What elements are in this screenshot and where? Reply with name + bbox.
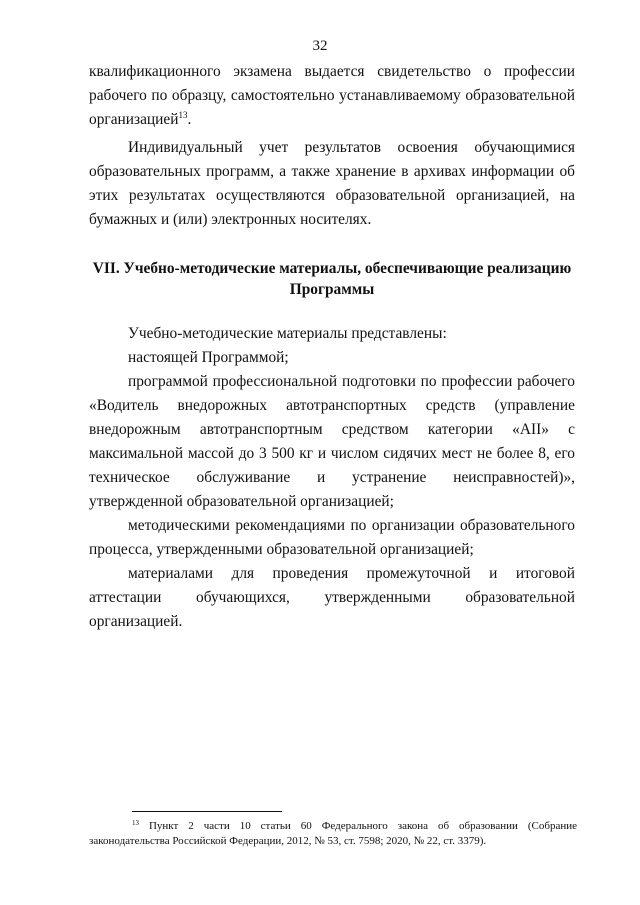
list-item-training-program: программой профессиональной подготовки по профессии рабочего «Водитель внедорожных автотранспортных средств (управление внедорожным автотранспортным средством категории «AII» с максимальной массой до 3 500 кг и числом сидячих мест не более 8, его техническое обслуживание и устранение неисправностей)», утвержденной образовательной организацией; [89,373,575,510]
footnote-reference: 13 [178,110,188,120]
list-item-methodical-recommendations: методическими рекомендациями по организации образовательного процесса, утвержденными образовательной организацией; [89,517,575,558]
footnote-separator [132,811,282,812]
footnote-marker: 13 [132,819,139,827]
paragraph-exam-certificate [89,60,575,132]
paragraph-results-record: Индивидуальный учет результатов освоения обучающимися образовательных программ, а также хранение в архивах информации об этих результатах осуществляются образовательной организацией, на бумажных и (или) электронных носителях. [89,139,575,228]
section-heading: VII. Учебно-методические материалы, обеспечивающие реализацию Программы [92,260,572,298]
paragraph-end: . [187,111,192,128]
paragraph-text: квалификационного экзамена выдается свидетельство о профессии рабочего по образцу, самостоятельно устанавливаемому образовательной организацией [89,63,575,128]
paragraph-materials-intro: Учебно-методические материалы представлены: [128,325,447,342]
footnote-text: Пункт 2 части 10 статьи 60 Федерального закона об образовании (Собрание законодательства Российской Федерации, 2012, № 53, ст. 7598; 2020, № 22, ст. 3379). [89,820,577,847]
footnote [89,819,577,849]
page-number: 32 [312,38,328,54]
list-item-program: настоящей Программой; [128,349,289,366]
list-item-assessment-materials: материалами для проведения промежуточной и итоговой аттестации обучающихся, утвержденными образовательной организацией. [89,565,575,630]
document-body [89,60,575,634]
